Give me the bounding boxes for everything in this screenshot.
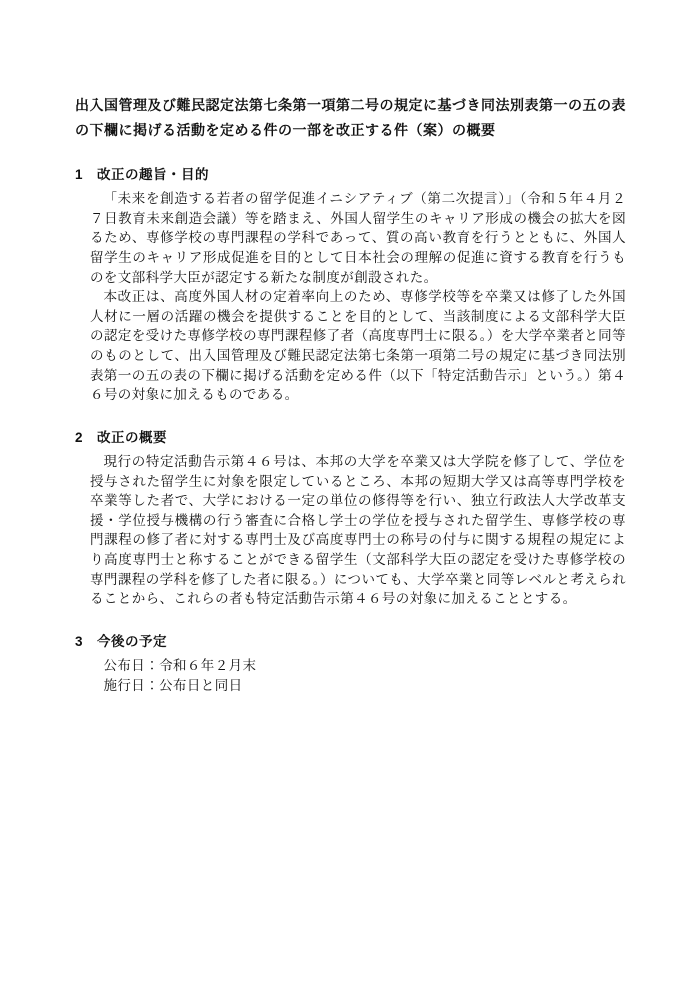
paragraph: 「未来を創造する若者の留学促進イニシアティブ（第二次提言）」（令和５年４月２７日教育未来創造会議）等を踏まえ、外国人留学生のキャリア形成の機会の拡大を図るため、専修学校の専門課程の学科であって、質の高い教育を行うとともに、外国人留学生のキャリア形成促進を目的として日本社会の理解の促進に資する教育を行うものを文部科学大臣が認定する新たな制度が創設された。 (90, 191, 626, 285)
section-body (90, 452, 626, 609)
section-purpose (75, 165, 626, 405)
section-outline (75, 428, 626, 609)
schedule-line-enforcement: 施行日：公布日と同日 (103, 677, 243, 693)
page-title: 出入国管理及び難民認定法第七条第一項第二号の規定に基づき同法別表第一の五の表の下欄に掲げる活動を定める件の一部を改正する件（案）の概要 (75, 97, 626, 138)
schedule-line-promulgation: 公布日：令和６年２月末 (103, 658, 257, 674)
section-heading: 3 今後の予定 (75, 633, 168, 649)
section-heading: 2 改正の概要 (75, 429, 168, 445)
section-body (90, 656, 626, 695)
paragraph: 本改正は、高度外国人材の定着率向上のため、専修学校等を卒業又は修了した外国人材に一層の活躍の機会を提供することを目的として、当該制度による文部科学大臣の認定を受けた専修学校の専門課程修了者（高度専門士に限る。）を大学卒業者と同等のものとして、出入国管理及び難民認定法第七条第一項第二号の規定に基づき同法別表第一の五の表の下欄に掲げる活動を定める件（以下「特定活動告示」という。）第４６号の対象に加えるものである。 (90, 289, 626, 403)
section-schedule (75, 632, 626, 695)
section-heading: 1 改正の趣旨・目的 (75, 167, 210, 182)
section-body (90, 189, 626, 405)
paragraph: 現行の特定活動告示第４６号は、本邦の大学を卒業又は大学院を修了して、学位を授与された留学生に対象を限定しているところ、本邦の短期大学又は高等専門学校を卒業等した者で、大学における一定の単位の修得等を行い、独立行政法人大学改革支援・学位授与機構の行う審査に合格し学士の学位を授与された留学生、専修学校の専門課程の修了者に対する専門士及び高度専門士の称号の付与に関する規程の規定により高度専門士と称することができる留学生（文部科学大臣の認定を受けた専修学校の専門課程の学科を修了した者に限る。）についても、大学卒業と同等レベルと考えられることから、これらの者も特定活動告示第４６号の対象に加えることとする。 (90, 454, 626, 607)
